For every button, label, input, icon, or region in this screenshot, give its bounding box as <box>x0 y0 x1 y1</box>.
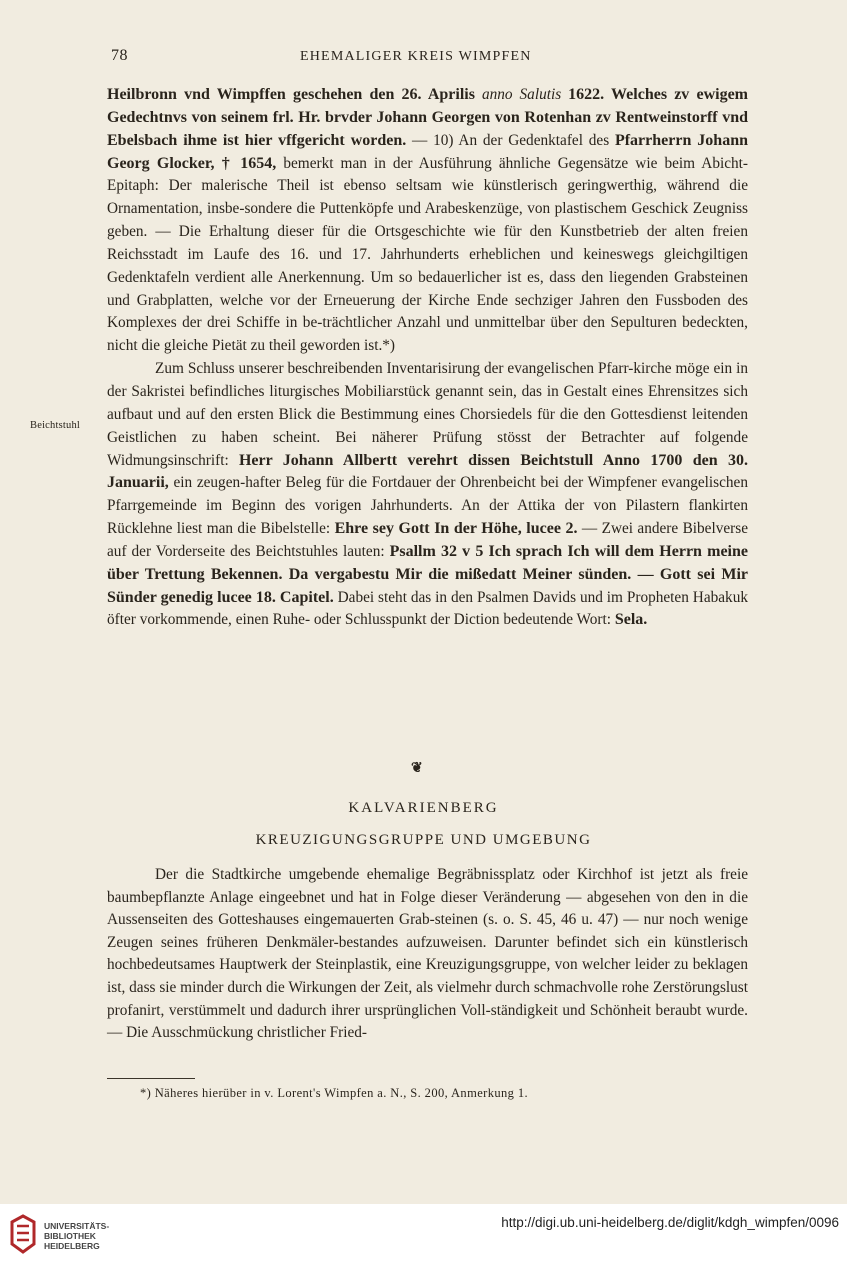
text-run: bemerkt man in der Ausführung ähnliche Gegensätze wie beim Abicht-Epitaph: Der malerische Theil ist ebenso seltsam wie künstlerisch geringwerthig, während die Ornamentation, insbe-sondere die Puttenköpfe und Arabeskenzüge, von plastischem Geschick Zeugniss geben. — Die Erhaltung dieser für die Ortsgeschichte wie für den Kunstbetrieb der alten freien Reichsstadt im Laufe des 16. und 17. Jahrhunderts erheblichen und keineswegs gleichgiltigen Gedenktafeln verdient alle Anerkennung. Um so bedauerlicher ist es, dass den liegenden Grabsteinen und Grabplatten, welche vor der Erneuerung der Kirche Ende sechziger Jahren den Fussboden des Komplexes der drei Schiffe in be-trächtlicher Anzahl und unmittelbar über den Sepulturen bedeckten, nicht die gleiche Pietät zu theil geworden ist.*) <box>107 154 748 355</box>
page-number: 78 <box>111 47 128 64</box>
fraktur-inscription: Psallm 32 v 5 Ich sprach Ich will dem Herrn meine über Trettung Bekennen. Da vergabestu Mir die mißedatt Meiner sünden. — Gott sei Mir Sünder genedig lucee 18. Capitel. <box>107 542 748 606</box>
ornament-icon: ❦ <box>411 761 423 776</box>
text-run: — 10) An der Gedenktafel des <box>406 131 615 149</box>
library-logo-text <box>44 1221 109 1251</box>
text-run: Dabei steht das in den Psalmen Davids und im Propheten Habakuk öfter vorkommende, einen Ruhe- oder Schlusspunkt der Diction bedeutende Wort: <box>107 588 749 629</box>
fraktur-inscription: Herr Johann Allbertt verehrt dissen Beichtstull Anno 1700 den 30. Januarii, <box>107 451 749 492</box>
latin-phrase: anno Salutis <box>474 86 569 103</box>
text-run: Zum Schluss unserer beschreibenden Inventarisirung der evangelischen Pfarr-kirche möge ein in der Sakristei befindliches liturgisches Mobiliarstück genannt sein, das in Gestalt eines Ehrensitzes sich aufbaut und auf den ersten Blick die Bestimmung eines Chorsiedels für die den Gottesdienst leitenden Geistlichen zu haben scheint. Bei näherer Prüfung stösst der Betrachter auf folgende Widmungsinschrift: <box>107 360 748 469</box>
fraktur-inscription: Pfarrherrn Johann Georg Glocker, † 1654, <box>107 131 748 172</box>
fraktur-inscription: Ehre sey Gott In der Höhe, lucee 2. <box>334 520 578 538</box>
main-text <box>107 84 748 632</box>
source-url-link[interactable]: http://digi.ub.uni-heidelberg.de/diglit/kdgh_wimpfen/0096 <box>501 1215 839 1230</box>
text-run: — Zwei andere Bibelverse auf der Vorderseite des Beichtstuhles lauten: <box>107 520 748 560</box>
margin-note: Beichtstuhl <box>30 420 81 431</box>
fraktur-inscription: 1622. Welches zv ewigem Gedechtnvs von seinem frl. Hr. brvder Johann Georgen von Rotenhan zv Rentweinstorff vnd Ebelsbach ihme ist hier vffgericht worden. <box>107 86 749 149</box>
paragraph-3: Der die Stadtkirche umgebende ehemalige Begräbnissplatz oder Kirchhof ist jetzt als freie baumbepflanzte Anlage eingeebnet und hat in Folge dieser Veränderung — abgesehen von den in die Aussenseiten des Gotteshauses eingemauerten Grab-steinen (s. o. S. 45, 46 u. 47) — nur noch wenige Zeugen seines früheren Denkmäler-bestandes aufzuweisen. Darunter befindet sich ein künstlerisch hochbedeutsames Hauptwerk der Steinplastik, eine Kreuzigungsgruppe, von welcher leider zu beklagen ist, dass sie minder durch die Wirkungen der Zeit, als vielmehr durch schmachvolle rohe Zerstörungslust profanirt, verstümmelt und dadurch ihrer ursprünglichen Voll-ständigkeit und Schönheit beraubt wurde. — Die Ausschmückung christlicher Fried- <box>107 866 748 1042</box>
library-logo-icon <box>8 1214 38 1254</box>
text-run: ein zeugen-hafter Beleg für die Fortdauer der Ohrenbeicht bei der Wimpfener evangelischen Pfarrgemeinde im Beginn des vorigen Jahrhunderts. An der Attika der von Pilastern flankirten Rücklehne liest man die Bibelstelle: <box>107 474 748 538</box>
fraktur-inscription: Heilbronn vnd Wimpffen geschehen den 26. Aprilis <box>107 86 475 103</box>
logo-line: BIBLIOTHEK <box>44 1231 96 1241</box>
logo-line: UNIVERSITÄTS- <box>44 1221 110 1231</box>
paragraph-1 <box>107 84 748 358</box>
footnote-divider <box>107 1078 195 1079</box>
section-subtitle: KREUZIGUNGSGRUPPE UND UMGEBUNG <box>255 832 592 848</box>
paragraph-2 <box>107 358 748 632</box>
running-title: EHEMALIGER KREIS WIMPFEN <box>300 49 532 64</box>
section-title: KALVARIENBERG <box>348 800 499 816</box>
logo-line: HEIDELBERG <box>44 1241 100 1251</box>
footer-bar <box>0 1204 847 1266</box>
fraktur-inscription: Sela. <box>614 611 648 629</box>
section-text <box>107 864 748 1045</box>
footnote: *) Näheres hierüber in v. Lorent's Wimpfen a. N., S. 200, Anmerkung 1. <box>140 1086 529 1100</box>
